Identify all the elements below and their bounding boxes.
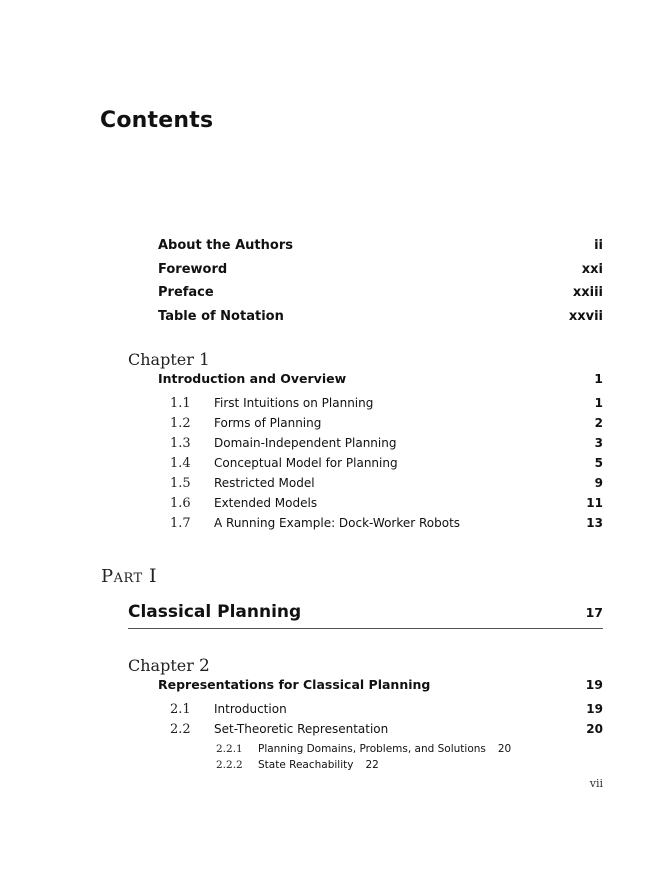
toc-entry-section[interactable] [170,476,603,496]
subsection-title: Planning Domains, Problems, and Solutions [258,743,486,755]
toc-entry-section[interactable] [170,496,603,516]
toc-entry-about-authors[interactable] [158,238,603,260]
toc-entry-table-of-notation[interactable] [158,309,603,331]
toc-entry-foreword[interactable] [158,262,603,284]
chapter-1-label: Chapter 1 [128,350,210,370]
section-number: 1.1 [170,396,191,411]
section-number: 1.4 [170,456,191,471]
subsection-title: State Reachability [258,759,354,771]
entry-page: xxiii [572,285,603,300]
toc-entry-part-1[interactable] [128,602,603,629]
toc-entry-chapter-2[interactable] [158,677,603,692]
section-page: 2 [594,416,603,430]
entry-page: ii [594,238,603,253]
entry-title: About the Authors [158,238,293,253]
chapter-page: 19 [585,677,603,692]
section-number: 1.7 [170,516,191,531]
entry-title: Table of Notation [158,309,284,324]
section-page: 19 [586,702,603,716]
section-title: Domain-Independent Planning [214,436,397,450]
toc-entry-preface[interactable] [158,285,603,307]
chapter-2-label: Chapter 2 [128,656,210,676]
section-page: 11 [586,496,603,510]
subsection-page: 20 [497,743,512,755]
section-title: First Intuitions on Planning [214,396,374,410]
toc-entry-subsection[interactable] [216,759,379,775]
entry-page: xxvii [568,309,603,324]
toc-entry-section[interactable] [170,456,603,476]
entry-page: xxi [581,262,603,277]
chapter-page: 1 [594,371,603,386]
section-title: Extended Models [214,496,318,510]
subsection-page: 22 [365,759,379,771]
part-1-label: Part I [101,565,157,587]
section-title: Forms of Planning [214,416,322,430]
page-title: Contents [100,108,214,133]
section-title: Introduction [214,702,287,716]
part-title: Classical Planning [128,602,302,622]
section-title: Set-Theoretic Representation [214,722,389,736]
subsection-number: 2.2.1 [216,743,243,755]
section-number: 1.3 [170,436,191,451]
chapter-title: Representations for Classical Planning [158,677,431,692]
section-number: 1.2 [170,416,191,431]
part-page: 17 [585,605,603,620]
section-number: 2.1 [170,702,191,717]
toc-entry-chapter-1[interactable] [158,371,603,386]
chapter-title: Introduction and Overview [158,371,347,386]
toc-entry-section[interactable] [170,416,603,436]
section-page: 3 [594,436,603,450]
section-page: 20 [586,722,603,736]
section-page: 9 [594,476,603,490]
section-page: 5 [594,456,603,470]
toc-entry-section[interactable] [170,396,603,416]
entry-title: Foreword [158,262,228,277]
toc-entry-section[interactable] [170,516,603,536]
entry-title: Preface [158,285,214,300]
page-number: vii [589,777,603,790]
section-page: 1 [594,396,603,410]
section-page: 13 [586,516,603,530]
subsection-number: 2.2.2 [216,759,243,771]
section-number: 2.2 [170,722,191,737]
section-number: 1.5 [170,476,191,491]
section-title: Conceptual Model for Planning [214,456,398,470]
section-title: A Running Example: Dock-Worker Robots [214,516,461,530]
section-title: Restricted Model [214,476,315,490]
section-number: 1.6 [170,496,191,511]
toc-entry-section[interactable] [170,436,603,456]
toc-entry-section[interactable] [170,702,603,722]
toc-entry-subsection[interactable] [216,743,511,759]
toc-entry-section[interactable] [170,722,603,742]
